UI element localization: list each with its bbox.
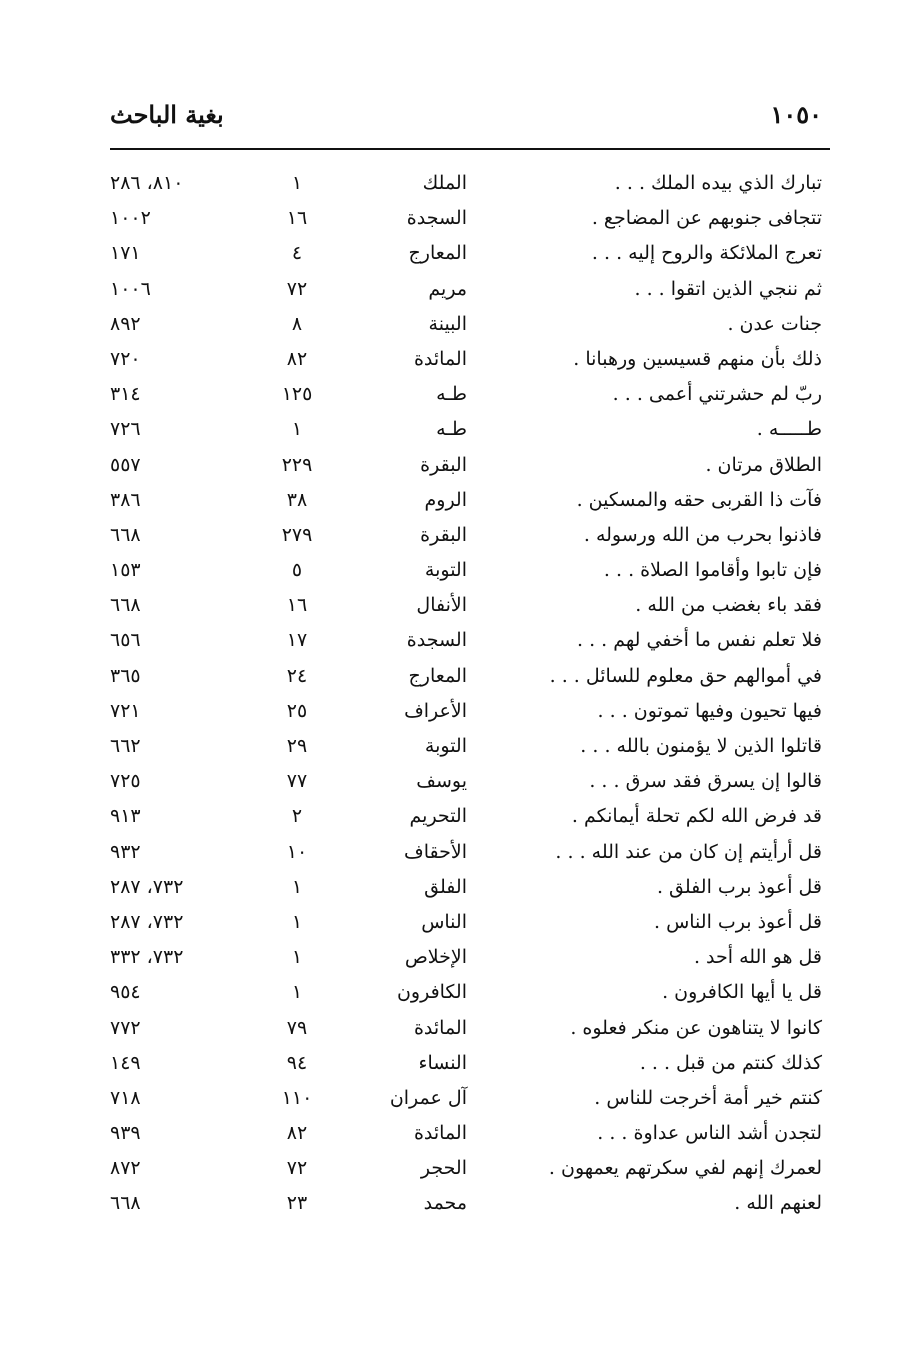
ayah-number: ١٧ (286, 629, 308, 652)
table-row (110, 907, 822, 942)
ayah-number: ١ (291, 946, 303, 969)
ayah-number: ٢ (291, 805, 303, 828)
page-references: ٧٧٢ (110, 1016, 141, 1039)
surah-name: السجدة (406, 629, 467, 652)
page-references: ٧٢٠ (110, 347, 141, 370)
table-row (110, 661, 822, 696)
verse-text: قل أعوذ برب الفلق . (656, 875, 822, 898)
surah-name: المائدة (413, 1122, 467, 1145)
ayah-number: ٨٢ (286, 347, 308, 370)
page-references: ٧٢١ (110, 699, 141, 722)
verse-text: قاتلوا الذين لا يؤمنون بالله . . . (580, 735, 822, 757)
table-row (110, 168, 822, 203)
verse-text: ثم ننجي الذين اتقوا . . . (634, 277, 822, 300)
table-row (110, 344, 822, 379)
ayah-number: ١ (291, 910, 303, 933)
ayah-number: ٩٤ (286, 1051, 308, 1074)
surah-name: محمد (423, 1192, 467, 1215)
ayah-number: ٧٢ (286, 1157, 308, 1180)
verse-text: قل هو الله أحد . (693, 946, 822, 969)
verse-text: كانوا لا يتناهون عن منكر فعلوه . (570, 1016, 822, 1039)
surah-name: الحجر (420, 1157, 467, 1180)
verse-text: الطلاق مرتان . (705, 453, 822, 476)
surah-name: الناس (421, 910, 467, 933)
table-row (110, 625, 822, 660)
page-references: ٣١٤ (110, 383, 141, 406)
verse-text: فقد باء بغضب من الله . (635, 594, 822, 617)
page-header (110, 100, 822, 142)
ayah-number: ٨ (291, 312, 303, 335)
page-references: ٨١٠، ٢٨٦ (110, 172, 184, 194)
surah-name: النساء (418, 1051, 467, 1074)
table-row (110, 414, 822, 449)
surah-name: السجدة (406, 207, 467, 230)
surah-name: التحريم (409, 805, 467, 828)
table-row (110, 238, 822, 273)
table-row (110, 485, 822, 520)
verse-text: قل يا أيها الكافرون . (662, 981, 822, 1004)
verse-text: لعنهم الله . (734, 1192, 822, 1215)
page-references: ١٤٩ (110, 1051, 141, 1074)
ayah-number: ٧٧ (286, 770, 308, 793)
surah-name: البقرة (420, 523, 467, 546)
ayah-number: ٤ (291, 242, 303, 265)
verse-text: فاذنوا بحرب من الله ورسوله . (583, 523, 822, 546)
surah-name: المعارج (408, 664, 467, 687)
verse-text: جنات عدن . (727, 312, 822, 335)
ayah-number: ٧٢ (286, 277, 308, 300)
surah-name: الأعراف (404, 699, 467, 722)
page-references: ٣٨٦ (110, 488, 141, 511)
surah-name: الروم (424, 488, 467, 511)
page-references: ١٧١ (110, 242, 141, 265)
ayah-number: ١ (291, 418, 303, 441)
table-row (110, 942, 822, 977)
ayah-number: ١ (291, 875, 303, 898)
page-references: ٣٦٥ (110, 664, 141, 687)
surah-name: البقرة (420, 453, 467, 476)
surah-name: الملك (422, 172, 467, 194)
verse-text: تبارك الذي بيده الملك . . . (614, 172, 822, 194)
page-references: ٧٢٥ (110, 770, 141, 793)
surah-name: مريم (428, 277, 467, 300)
surah-name: طـه (436, 418, 467, 441)
table-row (110, 1188, 822, 1223)
verse-text: تعرج الملائكة والروح إليه . . . (591, 242, 822, 265)
table-row (110, 872, 822, 907)
verse-text: قالوا إن يسرق فقد سرق . . . (589, 770, 822, 793)
verse-text: قل أرأيتم إن كان من عند الله . . . (555, 840, 822, 863)
ayah-number: ١ (291, 981, 303, 1004)
surah-name: آل عمران (389, 1086, 467, 1109)
page-references: ٧٢٦ (110, 418, 141, 441)
page-references: ٩٥٤ (110, 981, 141, 1004)
ayah-number: ٢٥ (286, 699, 308, 722)
header-divider (110, 148, 830, 150)
ayah-number: ١ (291, 172, 303, 194)
verse-text: كنتم خير أمة أخرجت للناس . (594, 1086, 822, 1109)
page-references: ٨٩٢ (110, 312, 141, 335)
verse-text: كذلك كنتم من قبل . . . (639, 1051, 822, 1074)
table-row (110, 801, 822, 836)
page-references: ٦٦٨ (110, 594, 141, 617)
surah-name: المعارج (408, 242, 467, 265)
page-references: ٧٣٢، ٣٣٢ (110, 946, 184, 969)
ayah-number: ٣٨ (286, 488, 308, 511)
verse-text: فلا تعلم نفس ما أخفي لهم . . . (577, 629, 822, 652)
surah-name: المائدة (413, 1016, 467, 1039)
page-references: ٥٥٧ (110, 453, 141, 476)
table-row (110, 555, 822, 590)
ayah-number: ٥ (291, 559, 303, 582)
table-row (110, 1083, 822, 1118)
surah-name: التوبة (424, 559, 467, 582)
ayah-number: ٢٤ (286, 664, 308, 687)
page-references: ٩١٣ (110, 805, 141, 828)
surah-name: التوبة (424, 735, 467, 757)
verse-index-table (110, 168, 822, 1224)
verse-text: فإن تابوا وأقاموا الصلاة . . . (603, 559, 822, 582)
ayah-number: ٢٩ (286, 735, 308, 757)
ayah-number: ٢٢٩ (281, 453, 313, 476)
verse-text: ربّ لم حشرتني أعمى . . . (612, 383, 822, 406)
surah-name: طـه (436, 383, 467, 406)
page-references: ٧٣٢، ٢٨٧ (110, 910, 184, 933)
ayah-number: ١٦ (286, 594, 308, 617)
ayah-number: ٧٩ (286, 1016, 308, 1039)
table-row (110, 696, 822, 731)
page-number: ١٠٥٠ (770, 100, 822, 129)
table-row (110, 1153, 822, 1188)
verse-text: فيها تحيون وفيها تموتون . . . (597, 699, 822, 722)
page-references: ١٥٣ (110, 559, 141, 582)
table-row (110, 977, 822, 1012)
table-row (110, 309, 822, 344)
verse-text: فآت ذا القربى حقه والمسكين . (576, 488, 822, 511)
surah-name: البينة (428, 312, 467, 335)
verse-text: تتجافى جنوبهم عن المضاجع . (591, 207, 822, 230)
page-references: ٧١٨ (110, 1086, 141, 1109)
verse-text: قد فرض الله لكم تحلة أيمانكم . (571, 805, 822, 828)
table-row (110, 766, 822, 801)
table-row (110, 203, 822, 238)
table-row (110, 590, 822, 625)
verse-text: قل أعوذ برب الناس . (653, 910, 822, 933)
table-row (110, 379, 822, 414)
table-row (110, 450, 822, 485)
surah-name: الأنفال (416, 594, 467, 617)
page-references: ٧٣٢، ٢٨٧ (110, 875, 184, 898)
verse-text: طـــــه . (756, 418, 822, 441)
ayah-number: ١٠ (286, 840, 308, 863)
page-references: ٩٣٩ (110, 1122, 141, 1145)
ayah-number: ٢٧٩ (281, 523, 313, 546)
page-references: ٦٦٨ (110, 1192, 141, 1215)
surah-name: الكافرون (396, 981, 467, 1004)
surah-name: الإخلاص (404, 946, 467, 969)
table-row (110, 1013, 822, 1048)
table-row (110, 1048, 822, 1083)
page-references: ٦٥٦ (110, 629, 141, 652)
table-row (110, 520, 822, 555)
surah-name: الأحقاف (404, 840, 467, 863)
page-references: ٩٣٢ (110, 840, 141, 863)
table-row (110, 274, 822, 309)
verse-text: لتجدن أشد الناس عداوة . . . (597, 1122, 822, 1145)
table-row (110, 1118, 822, 1153)
verse-text: في أموالهم حق معلوم للسائل . . . (549, 664, 822, 687)
table-row (110, 837, 822, 872)
ayah-number: ٨٢ (286, 1122, 308, 1145)
surah-name: المائدة (413, 347, 467, 370)
ayah-number: ١٢٥ (281, 383, 313, 406)
book-title: بغية الباحث (110, 100, 224, 129)
table-row (110, 731, 822, 766)
page-references: ٨٧٢ (110, 1157, 141, 1180)
page-references: ٦٦٨ (110, 523, 141, 546)
page-references: ٦٦٢ (110, 735, 141, 757)
surah-name: الفلق (424, 875, 467, 898)
page-references: ١٠٠٦ (110, 277, 151, 300)
ayah-number: ١٦ (286, 207, 308, 230)
page-references: ١٠٠٢ (110, 207, 151, 230)
ayah-number: ١١٠ (281, 1086, 313, 1109)
verse-text: ذلك بأن منهم قسيسين ورهبانا . (573, 347, 822, 370)
ayah-number: ٢٣ (286, 1192, 308, 1215)
verse-text: لعمرك إنهم لفي سكرتهم يعمهون . (548, 1157, 822, 1180)
surah-name: يوسف (416, 770, 467, 793)
